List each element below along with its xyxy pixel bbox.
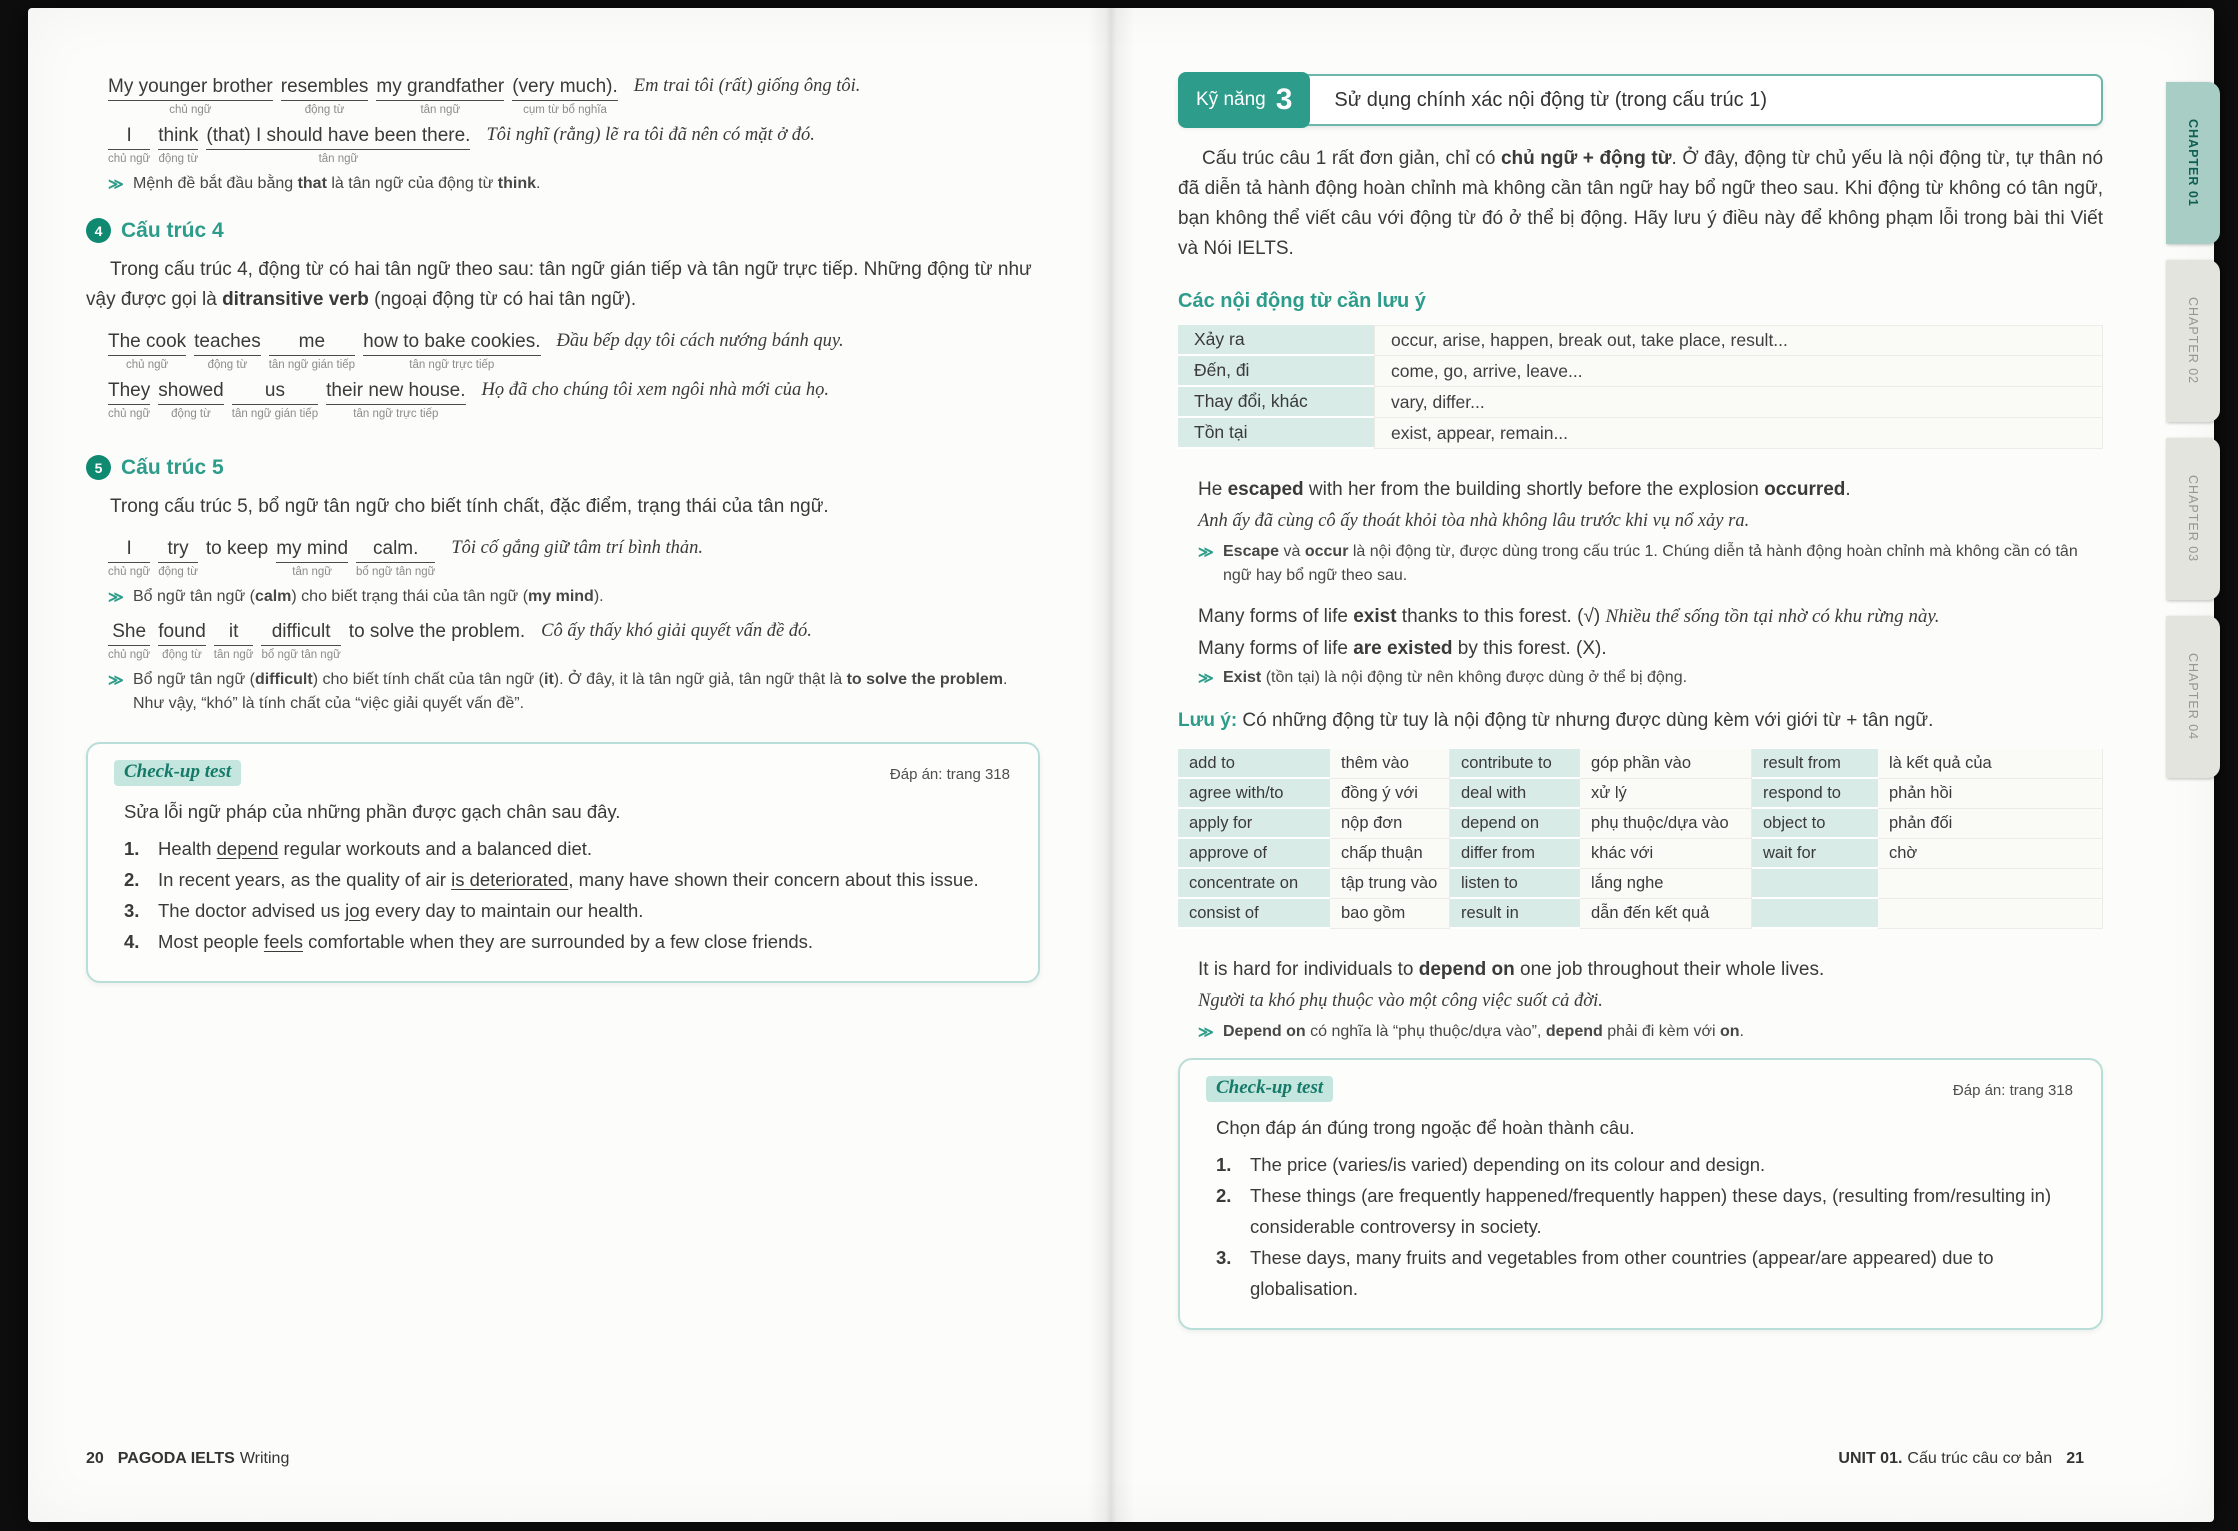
item-number: 3.	[124, 900, 140, 921]
left-page	[86, 74, 1040, 983]
annotated-sentence: I chủ ngữ think động từ (that) I should have been there. tân ngữ Tôi nghĩ (rằng) lẽ ra tôi đã nên có mặt ở đó.	[108, 125, 815, 165]
table-row	[1178, 899, 2103, 929]
right-page	[1178, 74, 2103, 1330]
answer-reference: Đáp án: trang 318	[889, 766, 1010, 783]
table-row	[1178, 387, 2103, 418]
checkup-test-box	[86, 742, 1040, 983]
meaning-cell: tập trung vào	[1330, 869, 1450, 899]
meaning-cell: bao gồm	[1330, 899, 1450, 929]
table-row	[1178, 809, 2103, 839]
section-title: Cấu trúc 4	[121, 218, 224, 242]
meaning-cell: góp phần vào	[1580, 749, 1752, 779]
example-sentence	[108, 619, 1040, 662]
meaning-cell: khác với	[1580, 839, 1752, 869]
item-text: The doctor advised us jog every day to maintain our health.	[158, 900, 644, 921]
note-text: Bổ ngữ tân ngữ (difficult) cho biết tính chất của tân ngữ (it). Ở đây, it là tân ngữ giả, tân ngữ thật là to solve the problem. Như vậy, “khó” là tính chất của “việc giải quyết vấn đề”.	[133, 671, 1008, 712]
verb-cell: deal with	[1450, 779, 1580, 809]
example-sentence	[108, 536, 1040, 579]
prepositional-verbs-table	[1178, 749, 2103, 929]
checkup-item	[1206, 1242, 2075, 1304]
note-text: Exist (tồn tại) là nội động từ nên không được dùng ở thể bị động.	[1223, 669, 1688, 686]
table-cell-vi: Thay đổi, khác	[1178, 387, 1374, 418]
example-translation: Anh ấy đã cùng cô ấy thoát khỏi tòa nhà không lâu trước khi vụ nổ xảy ra.	[1198, 511, 1750, 531]
unit-label: UNIT 01.	[1838, 1450, 1903, 1467]
unit-title: Cấu trúc câu cơ bản	[1907, 1450, 2053, 1467]
chapter-tabs	[2166, 82, 2220, 778]
checkup-item	[1206, 1149, 2075, 1180]
meaning-cell: xử lý	[1580, 779, 1752, 809]
checkup-item	[1206, 1180, 2075, 1242]
verb-cell	[1752, 899, 1878, 929]
annotated-sentence: She chủ ngữ found động từ it tân ngữ difficult bổ ngữ tân ngữ to solve the problem. Cô ấy thấy khó giải quyết vấn đề đó.	[108, 621, 812, 661]
item-number: 1.	[1216, 1154, 1232, 1175]
annotated-sentence: The cook chủ ngữ teaches động từ me tân ngữ gián tiếp how to bake cookies. tân ngữ trực tiếp Đầu bếp dạy tôi cách nướng bánh quy.	[108, 331, 844, 371]
meaning-cell: nộp đơn	[1330, 809, 1450, 839]
example-translation: Người ta khó phụ thuộc vào một công việc suốt cả đời.	[1198, 991, 1603, 1011]
item-number: 1.	[124, 838, 140, 859]
grammar-note	[108, 668, 1040, 716]
item-text: These days, many fruits and vegetables from other countries (appear/are appeared) due to globalisation.	[1250, 1247, 1994, 1299]
grammar-note	[1198, 540, 2103, 588]
table-cell-vi: Đến, đi	[1178, 356, 1374, 387]
annotated-sentence: My younger brother chủ ngữ resembles động từ my grandfather tân ngữ (very much). cụm từ bổ nghĩa Em trai tôi (rất) giống ông tôi.	[108, 76, 861, 116]
example-sentence	[108, 74, 1040, 117]
verb-cell	[1752, 869, 1878, 899]
note-text: Bổ ngữ tân ngữ (calm) cho biết trạng thái của tân ngữ (my mind).	[133, 588, 604, 605]
table-row	[1178, 418, 2103, 449]
item-text: Health depend regular workouts and a balanced diet.	[158, 838, 593, 859]
note-text: Escape và occur là nội động từ, được dùng trong cấu trúc 1. Chúng diễn tả hành động hoàn chỉnh mà không cần có tân ngữ hay bổ ngữ theo sau.	[1223, 543, 2078, 584]
checkup-instruction: Sửa lỗi ngữ pháp của những phần được gạch chân sau đây.	[124, 801, 621, 822]
annotated-sentence: They chủ ngữ showed động từ us tân ngữ gián tiếp their new house. tân ngữ trực tiếp Họ đã cho chúng tôi xem ngôi nhà mới của họ.	[108, 380, 829, 420]
meaning-cell: thêm vào	[1330, 749, 1450, 779]
chapter-tab-4	[2166, 616, 2220, 778]
item-text: In recent years, as the quality of air is deteriorated, many have shown their concern about this issue.	[158, 869, 979, 890]
item-text: The price (varies/is varied) depending on its colour and design.	[1250, 1154, 1766, 1175]
table-row	[1178, 839, 2103, 869]
table-cell-en: exist, appear, remain...	[1374, 418, 2103, 449]
section-heading	[86, 218, 1040, 243]
chapter-tab-3	[2166, 438, 2220, 600]
section-body: Trong cấu trúc 5, bổ ngữ tân ngữ cho biết tính chất, đặc điểm, trạng thái của tân ngữ.	[110, 496, 829, 517]
checkup-test-label: Check-up test	[1206, 1076, 1333, 1102]
checkup-item	[114, 833, 1012, 864]
meaning-cell: chờ	[1878, 839, 2103, 869]
grammar-note	[108, 585, 1040, 609]
example-sentence: Many forms of life are existed by this forest. (X).	[1198, 638, 1607, 659]
meaning-cell: đồng ý với	[1330, 779, 1450, 809]
table-row	[1178, 869, 2103, 899]
annotated-sentence: I chủ ngữ try động từ to keep my mind tân ngữ calm. bổ ngữ tân ngữ Tôi cố gắng giữ tâm trí bình thản.	[108, 538, 704, 578]
example-sentence	[108, 378, 1040, 421]
item-number: 4.	[124, 931, 140, 952]
chapter-tab-label: CHAPTER 02	[2186, 297, 2200, 385]
meaning-cell: dẫn đến kết quả	[1580, 899, 1752, 929]
section-number-badge: 5	[86, 455, 111, 480]
meaning-cell: phụ thuộc/dựa vào	[1580, 809, 1752, 839]
double-arrow-icon: ≫	[108, 589, 124, 606]
double-arrow-icon: ≫	[1198, 670, 1214, 687]
example-sentence: It is hard for individuals to depend on one job throughout their whole lives.	[1198, 959, 1825, 980]
chapter-tab-2	[2166, 260, 2220, 422]
checkup-item	[114, 864, 1012, 895]
verb-cell: result in	[1450, 899, 1580, 929]
checkup-item	[114, 926, 1012, 957]
double-arrow-icon: ≫	[1198, 1024, 1214, 1041]
section-number-badge: 4	[86, 218, 111, 243]
example-sentence: Many forms of life exist thanks to this forest. (√) Nhiều thể sống tồn tại nhờ có khu rừng này.	[1198, 606, 1940, 627]
verb-cell: depend on	[1450, 809, 1580, 839]
example-sentence: He escaped with her from the building shortly before the explosion occurred.	[1198, 479, 1851, 500]
example-sentence	[108, 123, 1040, 166]
chapter-tab-label: CHAPTER 01	[2186, 119, 2200, 207]
table-row	[1178, 749, 2103, 779]
chapter-tab-1	[2166, 82, 2220, 244]
skill-badge	[1178, 72, 1310, 128]
double-arrow-icon: ≫	[108, 672, 124, 689]
book-spread	[28, 8, 2214, 1522]
item-text: Most people feels comfortable when they are surrounded by a few close friends.	[158, 931, 814, 952]
right-page-footer	[1838, 1450, 2084, 1468]
skill-prefix: Kỹ năng	[1196, 89, 1266, 110]
section-title: Cấu trúc 5	[121, 455, 224, 479]
table-row	[1178, 779, 2103, 809]
answer-reference: Đáp án: trang 318	[1952, 1082, 2073, 1099]
verb-cell: object to	[1752, 809, 1878, 839]
table-cell-vi: Xảy ra	[1178, 325, 1374, 356]
table-cell-en: vary, differ...	[1374, 387, 2103, 418]
page-number: 20	[86, 1450, 104, 1467]
table-cell-en: occur, arise, happen, break out, take place, result...	[1374, 325, 2103, 356]
table-row	[1178, 325, 2103, 356]
skill-number: 3	[1275, 83, 1293, 116]
verb-cell: consist of	[1178, 899, 1330, 929]
verb-cell: agree with/to	[1178, 779, 1330, 809]
meaning-cell: lắng nghe	[1580, 869, 1752, 899]
checkup-item	[114, 895, 1012, 926]
verb-cell: approve of	[1178, 839, 1330, 869]
book-series: Writing	[239, 1450, 290, 1467]
subheading: Các nội động từ cần lưu ý	[1178, 290, 1426, 312]
meaning-cell: phản hồi	[1878, 779, 2103, 809]
intransitive-verbs-table	[1178, 325, 2103, 449]
verb-cell: respond to	[1752, 779, 1878, 809]
checkup-test-label: Check-up test	[114, 760, 241, 786]
verb-cell: add to	[1178, 749, 1330, 779]
skill-header	[1178, 74, 2103, 126]
meaning-cell	[1878, 899, 2103, 929]
book-title: PAGODA IELTS	[117, 1450, 235, 1467]
table-row	[1178, 356, 2103, 387]
table-cell-vi: Tồn tại	[1178, 418, 1374, 449]
checkup-instruction: Chọn đáp án đúng trong ngoặc để hoàn thành câu.	[1216, 1117, 1635, 1138]
verb-cell: result from	[1752, 749, 1878, 779]
item-number: 2.	[1216, 1185, 1232, 1206]
verb-cell: contribute to	[1450, 749, 1580, 779]
chapter-tab-label: CHAPTER 04	[2186, 653, 2200, 741]
verb-cell: concentrate on	[1178, 869, 1330, 899]
verb-cell: listen to	[1450, 869, 1580, 899]
section-heading	[86, 455, 1040, 480]
verb-cell: apply for	[1178, 809, 1330, 839]
grammar-note	[1198, 1020, 2103, 1044]
left-page-footer	[86, 1450, 289, 1468]
grammar-note	[108, 172, 1040, 196]
intro-paragraph: Cấu trúc câu 1 rất đơn giản, chỉ có chủ ngữ + động từ. Ở đây, động từ chủ yếu là nội động từ, tự thân nó đã diễn tả hành động hoàn chỉnh mà không cần tân ngữ hay bổ ngữ theo sau. Khi động từ không có tân ngữ, bạn không thể viết câu với động từ đó ở thể bị động. Hãy lưu ý điều này để không phạm lỗi trong bài thi Viết và Nói IELTS.	[1178, 148, 2104, 259]
table-cell-en: come, go, arrive, leave...	[1374, 356, 2103, 387]
note-text: Mệnh đề bắt đầu bằng that là tân ngữ của động từ think.	[133, 175, 541, 192]
page-seam	[1088, 8, 1134, 1522]
meaning-cell: chấp thuận	[1330, 839, 1450, 869]
page-number: 21	[2066, 1450, 2084, 1467]
attention-line: Lưu ý: Có những động từ tuy là nội động từ nhưng được dùng kèm với giới từ + tân ngữ.	[1178, 710, 1934, 731]
meaning-cell	[1878, 869, 2103, 899]
item-number: 2.	[124, 869, 140, 890]
double-arrow-icon: ≫	[1198, 544, 1214, 561]
checkup-test-box	[1178, 1058, 2103, 1330]
example-sentence	[108, 329, 1040, 372]
grammar-note	[1198, 666, 2103, 690]
verb-cell: wait for	[1752, 839, 1878, 869]
section-body: Trong cấu trúc 4, động từ có hai tân ngữ theo sau: tân ngữ gián tiếp và tân ngữ trực tiếp. Những động từ như vậy được gọi là ditransitive verb (ngoại động từ có hai tân ngữ).	[86, 259, 1032, 310]
item-text: These things (are frequently happened/frequently happen) these days, (resulting from/resulting in) considerable controversy in society.	[1250, 1185, 2052, 1237]
note-text: Depend on có nghĩa là “phụ thuộc/dựa vào”, depend phải đi kèm với on.	[1223, 1023, 1744, 1040]
item-number: 3.	[1216, 1247, 1232, 1268]
skill-title: Sử dụng chính xác nội động từ (trong cấu trúc 1)	[1334, 88, 1767, 111]
verb-cell: differ from	[1450, 839, 1580, 869]
chapter-tab-label: CHAPTER 03	[2186, 475, 2200, 563]
meaning-cell: phản đối	[1878, 809, 2103, 839]
double-arrow-icon: ≫	[108, 176, 124, 193]
meaning-cell: là kết quả của	[1878, 749, 2103, 779]
